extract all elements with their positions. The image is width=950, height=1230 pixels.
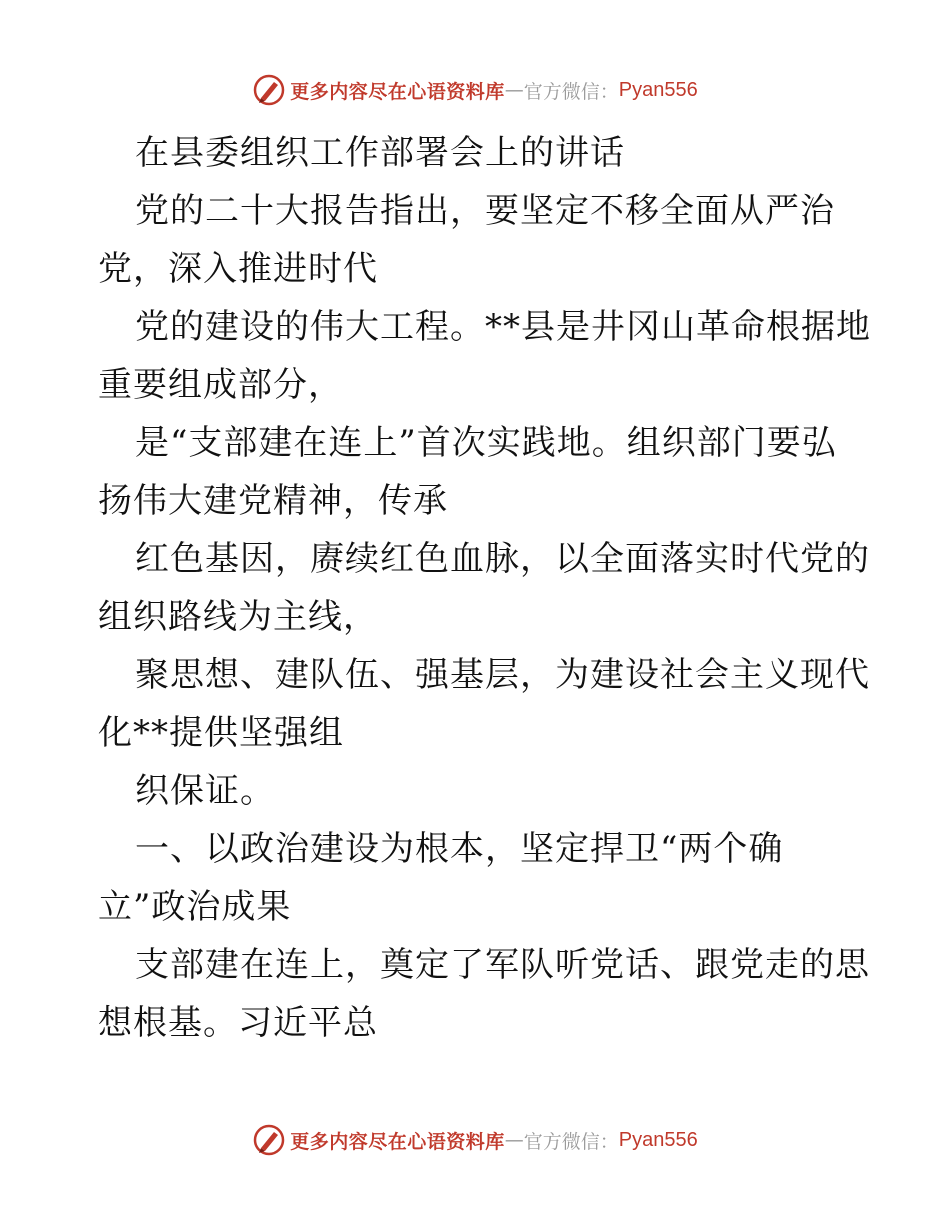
pen-logo-icon [252,73,286,107]
text-line: 重要组成部分， [98,365,343,405]
text-line: 在县委组织工作部署会上的讲话 [135,133,625,173]
text-line: 组织路线为主线， [98,597,378,637]
text-line: 想根基。习近平总 [98,1003,378,1043]
text-line: 党的建设的伟大工程。**县是井冈山革命根据地 [135,307,871,347]
banner-wechat-handle: Pyan556 [618,1128,698,1151]
banner-separator: — [504,79,524,101]
banner-slogan: 更多内容尽在心语资料库 [290,80,505,103]
banner-wechat-label: 官方微信： [523,1130,619,1153]
text-line: 化**提供坚强组 [98,713,344,753]
banner-slogan: 更多内容尽在心语资料库 [290,1130,505,1153]
text-line: 党，深入推进时代 [98,249,378,289]
text-line: 聚思想、建队伍、强基层，为建设社会主义现代 [135,655,870,695]
text-line: 党的二十大报告指出，要坚定不移全面从严治 [135,191,835,231]
header-watermark-banner [0,72,950,108]
text-line: 立”政治成果 [98,887,292,927]
text-line: 是“支部建在连上”首次实践地。组织部门要弘 [135,423,837,463]
pen-logo-icon [252,1123,286,1157]
text-line: 支部建在连上，奠定了军队听党话、跟党走的思 [135,945,870,985]
text-line: 一、以政治建设为根本，坚定捍卫“两个确 [135,829,784,869]
text-line: 织保证。 [135,771,275,811]
text-line: 扬伟大建党精神，传承 [98,481,448,521]
text-line: 红色基因，赓续红色血脉，以全面落实时代党的 [135,539,870,579]
banner-separator: — [504,1129,524,1151]
document-body [98,124,871,1052]
footer-watermark-banner [0,1122,950,1158]
banner-wechat-label: 官方微信： [523,80,619,103]
banner-wechat-handle: Pyan556 [618,78,698,101]
